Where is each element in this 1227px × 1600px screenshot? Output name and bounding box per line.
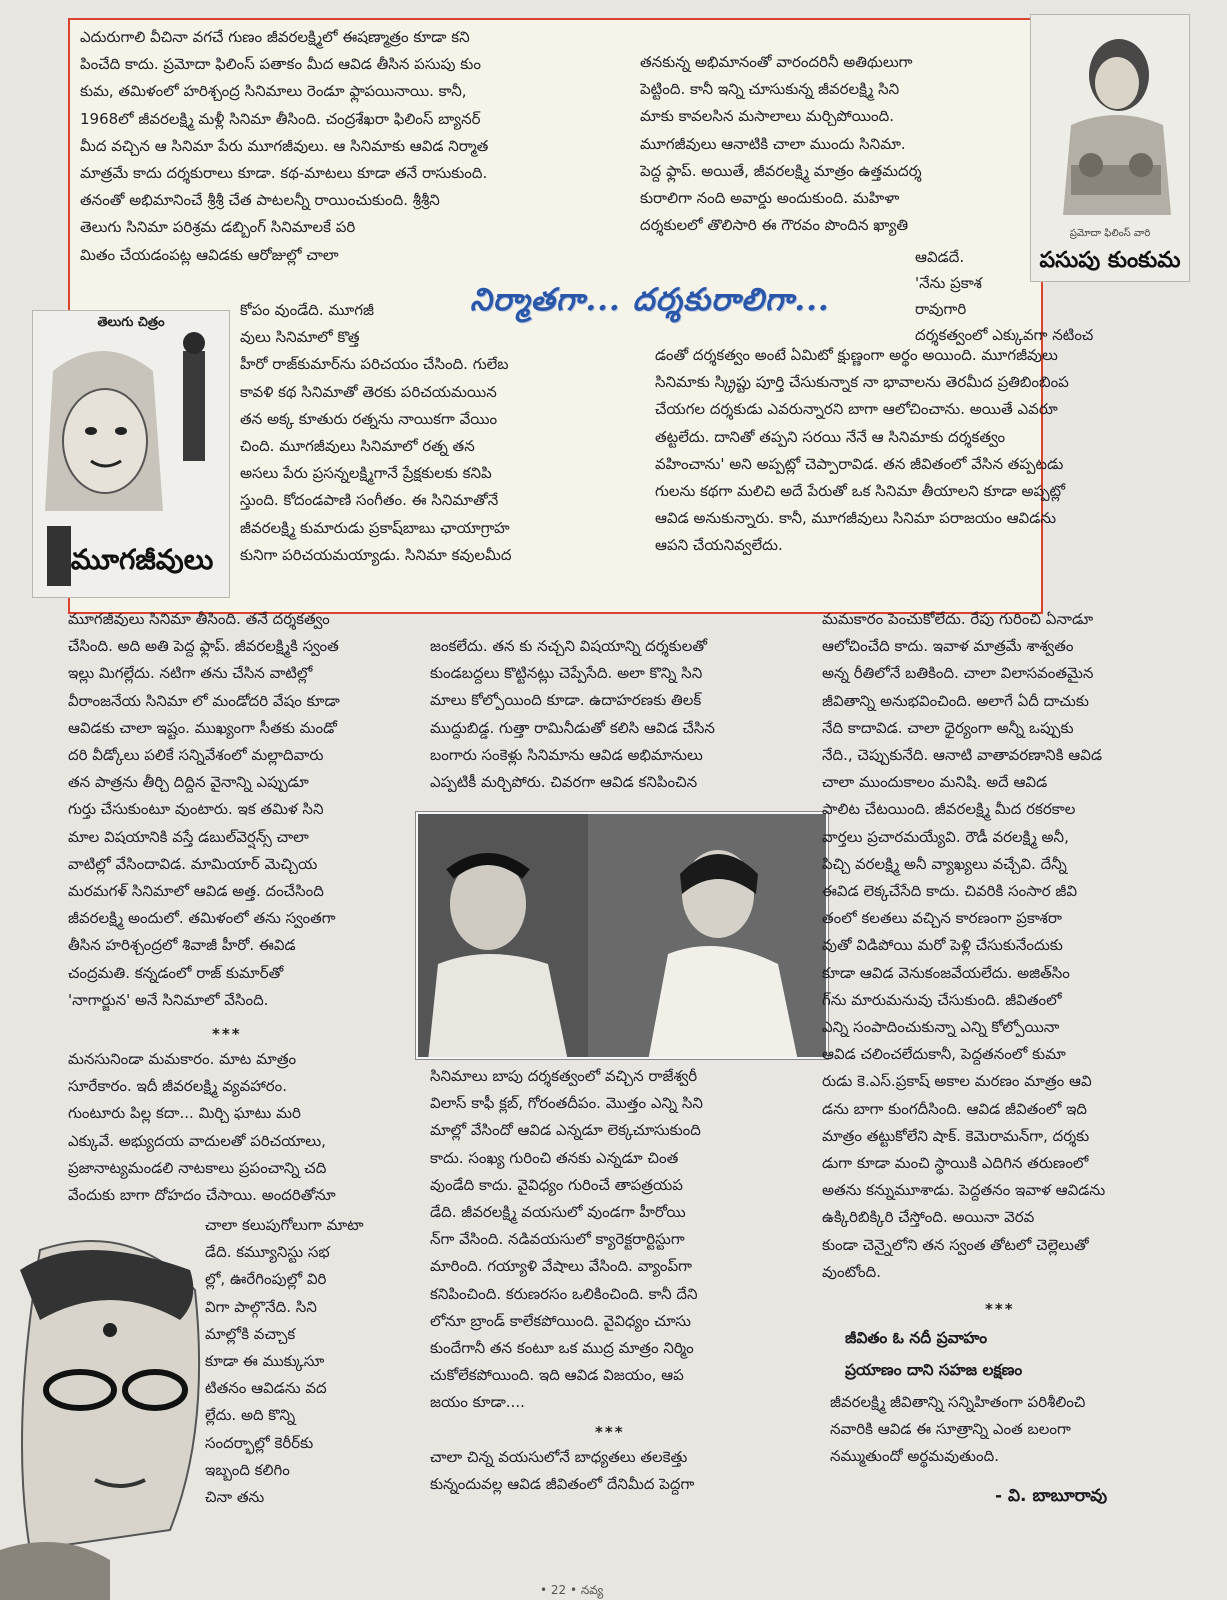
- portrait-bindi: [103, 1323, 117, 1337]
- section-break-1: ***: [212, 1025, 242, 1043]
- poster-eye-left: [85, 427, 97, 435]
- closing-paragraph: జీవరలక్ష్మి జీవితాన్ని సన్నిహితంగా పరిశీలించి నవారికి ఆవిడ ఈ సూత్రాన్ని ఎంత బలంగా నమ్ముతుందో అర్థమవుతుంది.: [830, 1393, 1086, 1466]
- poster-vessel-left: [1079, 153, 1103, 177]
- section-break-2: ***: [595, 1423, 625, 1441]
- body-column-2: జంకలేదు. తన కు నచ్చని విషయాన్ని దర్శకులతో కుండబద్దలు కొట్టినట్లు చెప్పేసేది. అలా కొన్ని సిని మాలు కోల్పోయింది కూడా. ఉదాహరణకు తిలక్ ముద్దుబిడ్డ. గుత్తా రామినీడుతో కలిసి ఆవిడ చేసిన బంగారు సంకెళ్లు సినిమాను ఆవిడ అభిమానులు ఎప్పటికీ మర్చిపోరు. చివరగా ఆవిడ కనిపించిన: [430, 637, 715, 792]
- poster-artwork: [1031, 15, 1190, 282]
- page-footer: • 22 • నవ్య: [540, 1583, 604, 1597]
- photo-man-shirt: [428, 954, 568, 1059]
- body-column-1-narrow: చాలా కలుపుగోలుగా మాటా డేది. కమ్యూనిస్టు సభ ల్లో, ఊరేగింపుల్లో విరి విగా పాల్గొనేది. సిని మాల్లోకి వచ్చాక కూడా ఈ ముక్కుసూ టితనం ఆవిడను వద ల్లేదు. అది కొన్ని సందర్భాల్లో కెరీర్‌కు ఇబ్బంది కలిగిం చినా తను: [205, 1216, 364, 1507]
- portrait-garment: [0, 1542, 110, 1600]
- poster-caption: ప్రమోదా ఫిలింస్ వారి: [1069, 228, 1151, 239]
- top-right-column-narrow: ఆవిడదే. 'నేను ప్రకాశ రావుగారి దర్శకత్వంలో ఎక్కువగా నటించ: [915, 248, 1094, 344]
- poster-title: పసుపు కుంకుమ: [1039, 247, 1181, 273]
- poster-vessel-right: [1129, 153, 1153, 177]
- body-column-2-end: చాలా చిన్న వయసులోనే బాధ్యతలు తలకెత్తు కున్నందువల్ల ఆవిడ జీవితంలో దేనిమీద పెద్దగా: [430, 1448, 695, 1494]
- poster-face: [63, 389, 147, 493]
- feature-headline: నిర్మాతగా... దర్శకురాలిగా...: [470, 282, 830, 318]
- section-break-3: ***: [985, 1300, 1015, 1318]
- closing-quote: [845, 1322, 1205, 1386]
- body-column-1: మూగజీవులు సినిమా తీసింది. తనే దర్శకత్వం చేసింది. అది అతి పెద్ద ఫ్లాప్. జీవరలక్ష్మికి స్వంత ఇల్లు మిగల్లేదు. నటిగా తను చేసిన వాటిల్లో వీరాంజనేయ సినిమా లో మండోదరి వేషం కూడా ఆవిడకు చాలా ఇష్టం. ముఖ్యంగా సీతకు మండో దరి వీడ్కోలు పలికే సన్నివేశంలో మల్లాదివారు తన పాత్రను తీర్చి దిద్దిన వైనాన్ని ఎప్పుడూ గుర్తు చేసుకుంటూ వుంటారు. ఇక తమిళ సిని మాల విషయానికి వస్తే డబుల్‌వెర్షన్స్ చాలా వాటిల్లో వేసిందావిడ. మామియార్ మెచ్చియ మరమగళ్ సినిమాలో ఆవిడ అత్త. దంచేసింది జీవరలక్ష్మి అందులో. తమిళంలో తను స్వంతగా తీసిన హరిశ్చంద్రలో శివాజీ హీరో. ఈవిడ చంద్రమతి. కన్నడంలో రాజ్ కుమార్‌తో 'నాగార్జున' అనే సినిమాలో వేసింది.: [68, 610, 340, 1009]
- photo-artwork: [418, 814, 828, 1059]
- photo-woman-saree: [648, 946, 798, 1059]
- mooga-jeevulu-poster: [32, 310, 230, 598]
- poster-figure: [183, 351, 205, 461]
- body-column-2-continued: సినిమాలు బాపు దర్శకత్వంలో వచ్చిన రాజేశ్వరీ విలాస్ కాఫీ క్లబ్, గోరంతదీపం. మొత్తం ఎన్ని సిని మాల్లో వేసిందో ఆవిడ ఎన్నడూ లెక్కచూసుకుంది కాదు. సంఖ్య గురించి తనకు ఎన్నడూ చింత వుండేది కాదు. వైవిధ్యం గురించే తాపత్రయప డేది. జీవరలక్ష్మి వయసులో వుండగా హీరోయి న్‌గా వేసింది. నడివయసులో క్యారెక్టరార్టిస్టుగా మారింది. గయ్యాళి వేషాలు వేసింది. వ్యాంప్‌గా కనిపించింది. కరుణరసం ఒలికించింది. కానీ దేని లోనూ బ్రాండ్ కాలేకపోయింది. వైవిధ్యం చూసు కుందేగానీ తన కంటూ ఒక ముద్ర మాత్రం నిర్మిం చుకోలేకపోయింది. ఇది ఆవిడ విజయం, ఆప జయం కూడా....: [430, 1067, 703, 1412]
- quote-line-1: జీవితం ఓ నదీ ప్రవాహం: [845, 1329, 988, 1347]
- author-byline: - వి. బాబూరావు: [995, 1486, 1108, 1506]
- top-right-column-continued: డంతో దర్శకత్వం అంటే ఏమిటో క్షుణ్ణంగా అర్థం అయింది. మూగజీవులు సినిమాకు స్క్రిప్టు పూర్తి చేసుకున్నాక నా భావాలను తెరమీద ప్రతిబింబింప చేయగల దర్శకుడు ఎవరున్నారని బాగా ఆలోచించాను. అయితే ఎవరూ తట్టలేదు. దానితో తప్పని సరయి నేనే ఆ సినిమాకు దర్శకత్వం వహించాను' అని అప్పట్లో చెప్పారావిడ. తన జీవితంలో వేసిన తప్పటడు గులను కథగా మలిచి అదే పేరుతో ఒక సినిమా తీయాలని కూడా అప్పట్లో ఆవిడ అనుకున్నారు. కానీ, మూగజీవులు సినిమా పరాజయం ఆవిడను ఆపని చేయనివ్వలేదు.: [655, 346, 1069, 555]
- poster-face: [1095, 57, 1139, 109]
- poster-figure-head: [183, 332, 205, 354]
- poster-eye-right: [115, 427, 127, 435]
- poster-title: మూగజీవులు: [70, 543, 214, 576]
- poster-header: తెలుగు చిత్రం: [97, 315, 165, 330]
- top-left-column: ఎదురుగాలి వీచినా వగచే గుణం జీవరలక్ష్మిలో ఈషణ్మాత్రం కూడా కని పించేది కాదు. ప్రమోదా ఫిలింస్ పతాకం మీద ఆవిడ తీసిన పసుపు కుం కుమ, తమిళంలో హరిశ్చంద్ర సినిమాలు రెండూ ఫ్లాపయినాయి. కానీ, 1968లో జీవరలక్ష్మి మళ్లీ సినిమా తీసింది. చంద్రశేఖరా ఫిలింస్ బ్యానర్ మీద వచ్చిన ఆ సినిమా పేరు మూగజీవులు. ఆ సినిమాకు ఆవిడ నిర్మాత మాత్రమే కాదు దర్శకురాలు కూడా. కథ-మాటలు కూడా తనే రాసుకుంది. తనంతో అభిమానించే శ్రీశ్రీ చేత పాటలన్నీ రాయించుకుంది. శ్రీశ్రీని తెలుగు సినిమా పరిశ్రమ డబ్బింగ్ సినిమాలకే పరి మితం చేయడంపట్ల ఆవిడకు ఆరోజుల్లో చాలా: [80, 28, 489, 264]
- film-still-photo: [416, 812, 828, 1059]
- portrait-sketch: [0, 1230, 215, 1600]
- top-left-column-continued: కోపం వుండేది. మూగజీ వులు సినిమాలో కొత్త హీరో రాజ్‌కుమార్‌ను పరిచయం చేసింది. గులేబ కావళి కథ సినిమాతో తెరకు పరిచయమయిన తన అక్క కూతురు రత్నను నాయికగా వేయిం చింది. మూగజీవులు సినిమాలో రత్న తన అసలు పేరు ప్రసన్నలక్ష్మిగానే ప్రేక్షకులకు కనిపి స్తుంది. కోదండపాణి సంగీతం. ఈ సినిమాతోనే జీవరలక్ష్మి కుమారుడు ప్రకాష్‌బాబు ఛాయాగ్రాహ కునిగా పరిచయమయ్యాడు. సినిమా కవులమీద: [240, 301, 512, 564]
- body-column-3: మమకారం పెంచుకోలేదు. రేపు గురించి ఏనాడూ ఆలోచించేది కాదు. ఇవాళ మాత్రమే శాశ్వతం అన్న రీతిలోనే బతికింది. చాలా విలాసవంతమైన జీవితాన్ని అనుభవించింది. అలాగే ఏదీ దాచుకు నేది కాదావిడ. చాలా ధైర్యంగా అన్నీ ఒప్పుకు నేది., చెప్పుకునేది. ఆనాటి వాతావరణానికి ఆవిడ చాలా ముందుకాలం మనిషి. అదే ఆవిడ పాలిట చేటయింది. జీవరలక్ష్మి మీద రకరకాల వార్తలు ప్రచారమయ్యేవి. రౌడీ వరలక్ష్మి అనీ, పిచ్చి వరలక్ష్మి అనీ వ్యాఖ్యలు వచ్చేవి. దేన్నీ ఈవిడ లెక్కచేసేది కాదు. చివరికి సంసార జీవి తంలో కలతలు వచ్చిన కారణంగా ప్రకాశరా వుతో విడిపోయి మరో పెళ్లి చేసుకునేందుకు కూడా ఆవిడ వెనుకంజవేయలేదు. అజిత్‌సిం గ్‌ను మారుమనువు చేసుకుంది. జీవితంలో ఎన్ని సంపాదించుకున్నా ఎన్ని కోల్పోయినా ఆవిడ చలించలేదుకానీ, పెద్దతనంలో కుమా రుడు కె.ఎస్.ప్రకాష్ అకాల మరణం మాత్రం ఆవి డను బాగా కుంగదీసింది. ఆవిడ జీవితంలో ఇది మాత్రం తట్టుకోలేని షాక్. కెమెరామన్‌గా, దర్శకు డుగా కూడా మంచి స్థాయికి ఎదిగిన తరుణంలో అతను కన్నుమూశాడు. పెద్దతనం ఇవాళ ఆవిడను ఉక్కిరిబిక్కిరి చేస్తోంది. అయినా వెరవ కుండా చెన్నైలోని తన స్వంత తోటలో చెల్లెలుతో వుంటోంది.: [822, 610, 1106, 1281]
- quote-line-2: ప్రయాణం దాని సహజ లక్షణం: [845, 1361, 1023, 1379]
- pasupu-kumkuma-poster: [1030, 14, 1190, 282]
- top-right-column: తనకున్న అభిమానంతో వారందరినీ అతిథులుగా పెట్టింది. కానీ ఇన్ని చూసుకున్న జీవరలక్ష్మి సిని మాకు కావలసిన మసాలాలు మర్చిపోయింది. మూగజీవులు ఆనాటికి చాలా ముందు సినిమా. పెద్ద ఫ్లాప్. అయితే, జీవరలక్ష్మి మాత్రం ఉత్తమదర్శ కురాలిగా నంది అవార్డు అందుకుంది. మహిళా దర్శకులలో తొలిసారి ఈ గౌరవం పొందిన ఖ్యాతి: [640, 53, 922, 235]
- body-column-1-continued: మనసునిండా మమకారం. మాట మాత్రం సూరేకారం. ఇదీ జీవరలక్ష్మి వ్యవహారం. గుంటూరు పిల్ల కదా... మిర్చి ఘాటు మరి ఎక్కువే. అభ్యుదయ వాదులతో పరిచయాలు, ప్రజానాట్యమండలి నాటకాలు ప్రపంచాన్ని చది వేందుకు బాగా దోహదం చేసాయి. అందరితోనూ: [68, 1050, 336, 1205]
